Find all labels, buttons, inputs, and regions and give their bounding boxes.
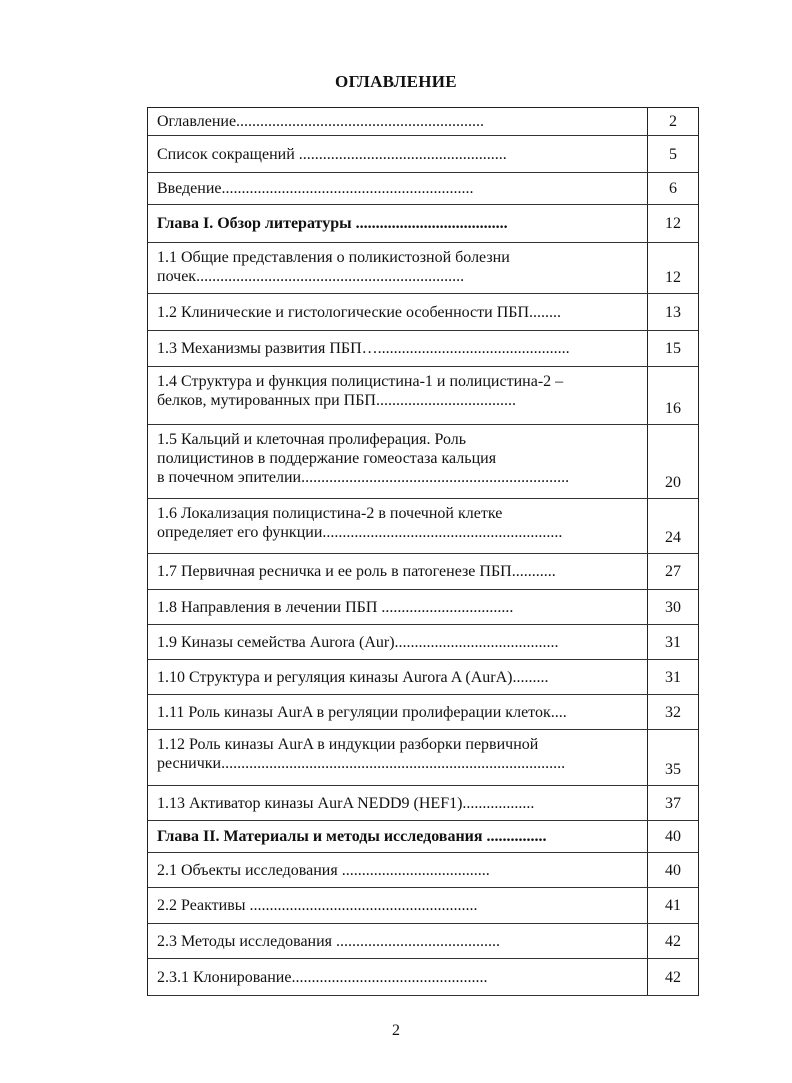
toc-entry-page: 37 [665,794,681,812]
toc-row [148,205,698,243]
toc-row [148,853,698,888]
toc-entry-title [148,294,648,330]
toc-entry-page: 27 [665,563,681,580]
toc-row [148,243,698,294]
toc-entry-line: 1.2 Клинические и гистологические особенности ПБП........ [157,303,561,321]
toc-entry-title [148,499,648,553]
toc-row [148,590,698,625]
toc-entry-page: 2 [669,113,677,130]
toc-entry-line: полицистинов в поддержание гомеостаза кальция [157,450,497,467]
toc-entry-line: 1.7 Первичная ресничка и ее роль в патогенезе ПБП........... [157,563,556,580]
toc-entry-line: Глава II. Материалы и методы исследования ............... [157,828,547,845]
toc-entry-page: 6 [669,180,677,197]
toc-entry-line: Список сокращений .................................................... [157,145,507,163]
toc-entry-title [148,786,648,820]
toc-entry-page: 16 [665,400,681,417]
toc-entry-title [148,730,648,785]
toc-entry-page: 42 [665,932,681,950]
toc-entry-title [148,853,648,887]
toc-entry-line: Глава I. Обзор литературы ...................................... [157,215,508,232]
page-title: ОГЛАВЛЕНИЕ [335,72,457,91]
toc-entry-line: белков, мутированных при ПБП................................... [157,392,516,409]
toc-entry-title [148,331,648,366]
toc-entry-line: 1.10 Структура и регуляция киназы Aurora A (AurA)......... [157,668,549,686]
toc-entry-title [148,625,648,659]
toc-row [148,888,698,924]
toc-row [148,136,698,173]
toc-entry-title [148,367,648,424]
toc-entry-title [148,660,648,694]
toc-entry-title [148,205,648,242]
toc-entry-line: 1.12 Роль киназы AurA в индукции разборки первичной [157,736,539,753]
toc-entry-line: 1.6 Локализация полицистина-2 в почечной клетке [157,505,503,522]
toc-entry-page: 31 [665,668,681,686]
toc-entry-title [148,554,648,589]
toc-entry-line: 1.1 Общие представления о поликистозной болезни [157,249,510,266]
toc-entry-page: 40 [665,861,681,879]
toc-entry-line: Оглавление.............................................................. [157,113,485,130]
toc-entry-page: 15 [665,340,681,357]
toc-entry-page: 35 [665,761,681,778]
toc-entry-page: 5 [669,145,677,163]
toc-row [148,294,698,331]
toc-row [148,821,698,853]
toc-row [148,625,698,660]
table-of-contents [147,107,699,996]
toc-entry-line: реснички...................................................................................... [157,755,566,772]
toc-entry-line: почек................................................................... [157,268,465,285]
toc-entry-line: 1.4 Структура и функция полицистина-1 и полицистина-2 – [157,373,564,390]
toc-row [148,924,698,959]
toc-entry-page: 41 [665,897,681,914]
toc-entry-page: 12 [665,269,681,286]
toc-entry-page: 24 [665,529,681,546]
toc-entry-title [148,924,648,958]
toc-entry-line: Введение............................................................... [157,180,474,197]
toc-row [148,786,698,821]
toc-entry-line: 2.1 Объекты исследования ..................................... [157,861,490,879]
toc-entry-line: 1.3 Механизмы развития ПБП…................................................ [157,340,570,357]
toc-entry-line: 1.13 Активатор киназы AurA NEDD9 (HEF1).................. [157,794,535,812]
toc-row [148,554,698,590]
toc-entry-title [148,243,648,293]
toc-entry-page: 30 [665,598,681,616]
toc-entry-title [148,590,648,624]
toc-row [148,367,698,425]
toc-row [148,499,698,554]
toc-entry-line: 1.9 Киназы семейства Aurora (Aur)......................................... [157,633,559,651]
toc-entry-title [148,888,648,923]
toc-entry-page: 40 [665,828,681,845]
toc-entry-title [148,821,648,852]
toc-entry-page: 20 [665,474,681,491]
toc-entry-title [148,425,648,498]
toc-row [148,108,698,136]
page-number: 2 [392,1022,400,1039]
toc-row [148,331,698,367]
toc-entry-title [148,136,648,172]
toc-entry-line: 1.11 Роль киназы AurA в регуляции пролиферации клеток.... [157,703,567,721]
toc-entry-line: 1.8 Направления в лечении ПБП ................................. [157,598,514,616]
toc-entry-page: 32 [665,703,681,721]
toc-entry-title [148,108,648,135]
toc-entry-line: 2.2 Реактивы ......................................................... [157,897,478,914]
toc-row [148,959,698,996]
toc-entry-page: 13 [665,303,681,321]
toc-entry-page: 12 [665,215,681,232]
toc-row [148,730,698,786]
toc-entry-line: 1.5 Кальций и клеточная пролиферация. Роль [157,431,467,448]
toc-entry-line: 2.3.1 Клонирование................................................. [157,968,488,986]
toc-entry-title [148,173,648,204]
toc-row [148,173,698,205]
toc-row [148,660,698,695]
toc-entry-title [148,695,648,729]
toc-entry-page: 42 [665,968,681,986]
toc-row [148,425,698,499]
toc-row [148,695,698,730]
toc-entry-line: определяет его функции............................................................ [157,524,563,541]
toc-entry-page: 31 [665,633,681,651]
toc-entry-line: 2.3 Методы исследования ......................................... [157,932,501,950]
toc-entry-title [148,959,648,995]
toc-entry-line: в почечном эпителии................................................................... [157,469,570,486]
